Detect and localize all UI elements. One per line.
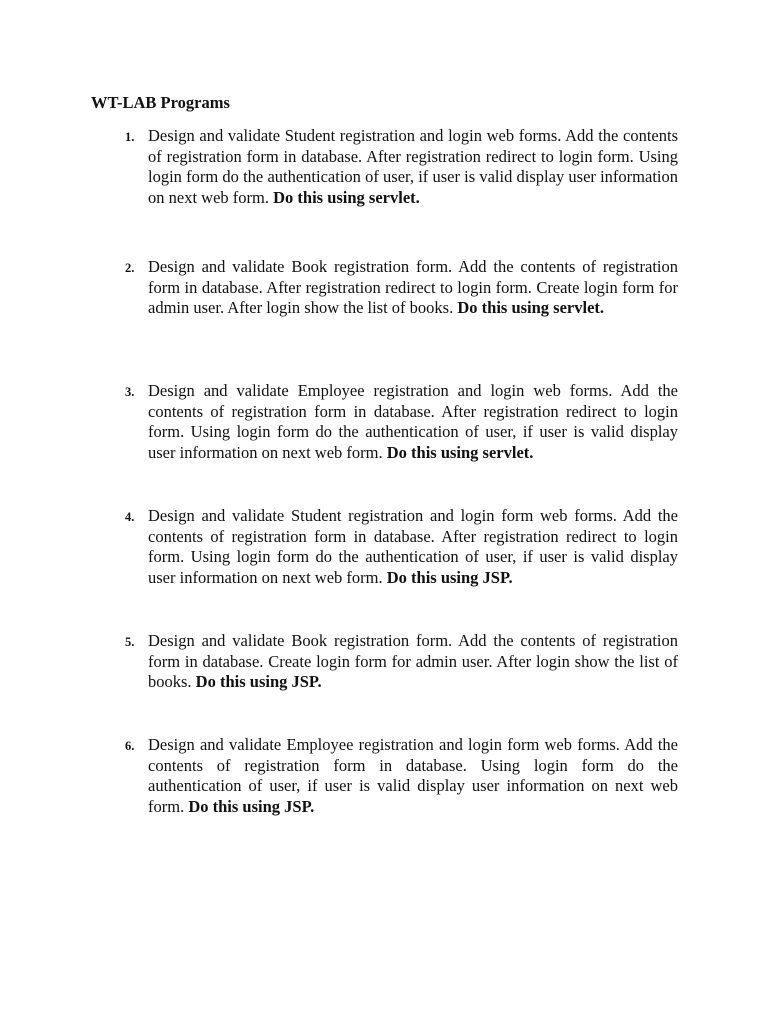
- program-text: Design and validate Student registration and login form web forms. Add the contents of registration form in database. After registration redirect to login form. Using login form do the authentication of user, if user is valid display user information on next web form.: [148, 506, 678, 588]
- page-title: WT-LAB Programs: [91, 93, 230, 112]
- program-number: 4.: [125, 510, 135, 524]
- program-description: [148, 506, 678, 589]
- program-text: Design and validate Student registration and login web forms. Add the contents of registration form in database. After registration redirect to login form. Using login form do the authentication of user, if user is valid display user information on next web form.: [148, 126, 678, 208]
- program-text: Design and validate Book registration form. Add the contents of registration form in database. After registration redirect to login form. Create login form for admin user. After login show the list of books.: [148, 257, 678, 318]
- program-text: Design and validate Employee registration and login form web forms. Add the contents of registration form in database. Using login form do the authentication of user, if user is valid display user information on next web form.: [148, 735, 678, 817]
- program-technology-note: Do this using servlet.: [457, 298, 605, 318]
- program-number: 3.: [125, 385, 135, 399]
- program-description: [148, 735, 678, 818]
- program-technology-note: Do this using JSP.: [195, 672, 322, 692]
- program-technology-note: Do this using JSP.: [386, 568, 513, 588]
- program-text: Design and validate Employee registration and login web forms. Add the contents of registration form in database. After registration redirect to login form. Using login form do the authentication of user, if user is valid display user information on next web form.: [148, 381, 678, 463]
- program-text: Design and validate Book registration form. Add the contents of registration form in database. Create login form for admin user. After login show the list of books.: [148, 631, 678, 692]
- program-description: [148, 381, 678, 464]
- program-description: [148, 126, 678, 209]
- program-technology-note: Do this using servlet.: [386, 443, 534, 463]
- program-technology-note: Do this using JSP.: [188, 797, 315, 817]
- program-number: 2.: [125, 261, 135, 275]
- program-description: [148, 257, 678, 319]
- program-description: [148, 631, 678, 693]
- program-number: 5.: [125, 635, 135, 649]
- program-number: 6.: [125, 739, 135, 753]
- program-number: 1.: [125, 130, 135, 144]
- program-technology-note: Do this using servlet.: [273, 188, 420, 208]
